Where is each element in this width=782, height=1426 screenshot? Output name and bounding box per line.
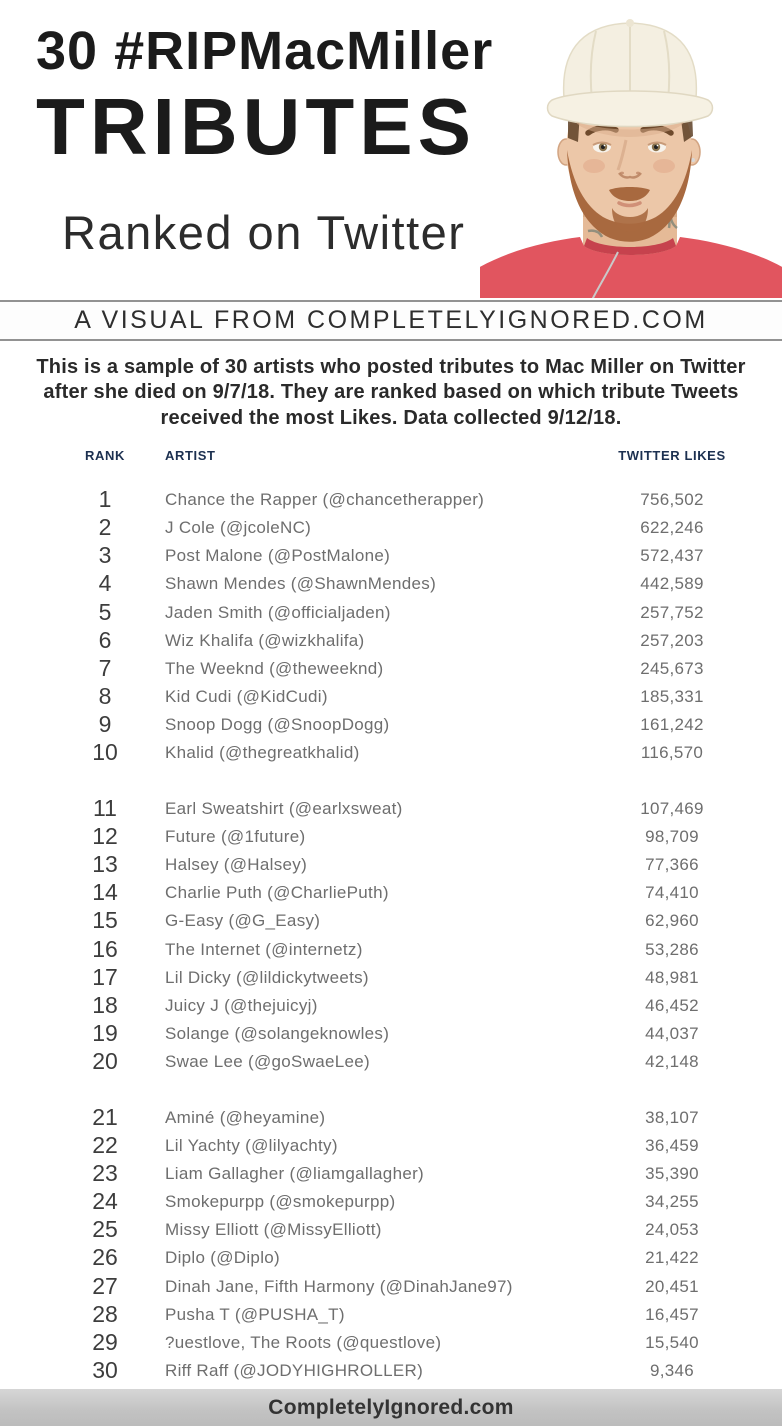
rank-cell: 26 — [92, 1244, 118, 1271]
source-banner-text: A VISUAL FROM COMPLETELYIGNORED.COM — [74, 306, 708, 334]
likes-cell: 77,366 — [645, 855, 699, 875]
likes-cell: 442,589 — [640, 574, 704, 594]
page-subtitle: Ranked on Twitter — [62, 206, 466, 260]
table-header-row — [75, 448, 737, 463]
likes-cell: 16,457 — [645, 1304, 699, 1324]
artist-cell: Charlie Puth (@CharliePuth) — [165, 883, 389, 903]
table-row — [75, 822, 737, 850]
likes-cell: 42,148 — [645, 1052, 699, 1072]
footer-bar — [0, 1389, 782, 1426]
table-row — [75, 991, 737, 1019]
likes-cell: 36,459 — [645, 1135, 699, 1155]
artist-cell: Swae Lee (@goSwaeLee) — [165, 1052, 371, 1072]
artist-cell: Shawn Mendes (@ShawnMendes) — [165, 574, 437, 594]
likes-cell: 38,107 — [645, 1107, 699, 1127]
artist-cell: Snoop Dogg (@SnoopDogg) — [165, 715, 390, 735]
artist-cell: Earl Sweatshirt (@earlxsweat) — [165, 798, 403, 818]
table-row — [75, 1159, 737, 1187]
table-row — [75, 1187, 737, 1215]
likes-cell: 98,709 — [645, 826, 699, 846]
likes-cell: 622,246 — [640, 517, 704, 537]
rank-cell: 12 — [92, 822, 118, 849]
rank-cell: 20 — [92, 1048, 118, 1075]
table-row — [75, 739, 737, 767]
likes-cell: 756,502 — [640, 489, 704, 509]
page-title-line1: 30 #RIPMacMiller — [36, 21, 494, 81]
rank-cell: 19 — [92, 1020, 118, 1047]
artist-cell: Chance the Rapper (@chancetherapper) — [165, 489, 485, 509]
artist-cell: Post Malone (@PostMalone) — [165, 546, 391, 566]
likes-cell: 107,469 — [640, 798, 704, 818]
table-row — [75, 626, 737, 654]
rank-cell: 25 — [92, 1216, 118, 1243]
table-row — [75, 1328, 737, 1356]
artist-cell: G-Easy (@G_Easy) — [165, 911, 321, 931]
rank-cell: 23 — [92, 1159, 118, 1186]
artist-cell: Aminé (@heyamine) — [165, 1107, 326, 1127]
likes-cell: 161,242 — [640, 715, 704, 735]
table-row — [75, 879, 737, 907]
likes-cell: 15,540 — [645, 1333, 699, 1353]
rank-cell: 14 — [92, 879, 118, 906]
artist-cell: Kid Cudi (@KidCudi) — [165, 687, 328, 707]
page-title-line2: TRIBUTES — [36, 82, 476, 172]
rank-cell: 21 — [92, 1103, 118, 1130]
rank-cell: 15 — [92, 907, 118, 934]
likes-cell: 9,346 — [649, 1361, 695, 1381]
likes-cell: 44,037 — [645, 1024, 699, 1044]
table-row — [75, 1103, 737, 1131]
table-row — [75, 850, 737, 878]
table-row — [75, 598, 737, 626]
rank-cell: 10 — [92, 739, 118, 766]
artist-cell: Smokepurpp (@smokepurpp) — [165, 1192, 396, 1212]
table-row — [75, 654, 737, 682]
rank-cell: 3 — [98, 542, 112, 569]
column-header-artist: ARTIST — [165, 448, 216, 464]
rank-cell: 16 — [92, 935, 118, 962]
table-row — [75, 1048, 737, 1076]
rank-cell: 4 — [98, 570, 112, 597]
artist-cell: Missy Elliott (@MissyElliott) — [165, 1220, 382, 1240]
likes-cell: 62,960 — [645, 911, 699, 931]
likes-cell: 185,331 — [640, 687, 704, 707]
table-row — [75, 1020, 737, 1048]
rank-cell: 22 — [92, 1131, 118, 1158]
table-row — [75, 1272, 737, 1300]
table-row — [75, 542, 737, 570]
artist-cell: Lil Dicky (@lildickytweets) — [165, 967, 369, 987]
table-row — [75, 1244, 737, 1272]
likes-cell: 74,410 — [645, 883, 699, 903]
artist-cell: Lil Yachty (@lilyachty) — [165, 1135, 338, 1155]
likes-cell: 257,203 — [640, 630, 704, 650]
table-body — [75, 485, 737, 1385]
rank-cell: 1 — [98, 485, 112, 512]
rank-cell: 8 — [98, 683, 112, 710]
artist-cell: Halsey (@Halsey) — [165, 855, 308, 875]
rank-cell: 6 — [98, 626, 112, 653]
artist-cell: Diplo (@Diplo) — [165, 1248, 280, 1268]
artist-cell: ?uestlove, The Roots (@questlove) — [165, 1333, 442, 1353]
rank-cell: 11 — [93, 794, 117, 821]
table-row — [75, 570, 737, 598]
footer-site-text: CompletelyIgnored.com — [268, 1395, 514, 1419]
artist-cell: J Cole (@jcoleNC) — [165, 517, 312, 537]
artist-cell: Dinah Jane, Fifth Harmony (@DinahJane97) — [165, 1276, 513, 1296]
likes-cell: 21,422 — [645, 1248, 699, 1268]
rank-cell: 13 — [92, 851, 118, 878]
table-row — [75, 1300, 737, 1328]
artist-cell: Khalid (@thegreatkhalid) — [165, 743, 360, 763]
rank-cell: 30 — [92, 1357, 118, 1384]
artist-cell: The Weeknd (@theweeknd) — [165, 658, 384, 678]
rank-cell: 27 — [92, 1272, 118, 1299]
likes-cell: 35,390 — [645, 1163, 699, 1183]
column-header-likes: TWITTER LIKES — [618, 448, 726, 464]
rank-cell: 18 — [92, 991, 118, 1018]
artist-cell: Jaden Smith (@officialjaden) — [165, 602, 391, 622]
rank-cell: 7 — [98, 654, 112, 681]
rank-cell: 5 — [98, 598, 112, 625]
likes-cell: 245,673 — [640, 658, 704, 678]
column-header-rank: RANK — [85, 448, 125, 464]
table-row — [75, 1357, 737, 1385]
table-row — [75, 963, 737, 991]
rank-cell: 28 — [92, 1300, 118, 1327]
table-row — [75, 935, 737, 963]
likes-cell: 116,570 — [640, 743, 704, 763]
rank-cell: 2 — [98, 513, 112, 540]
artist-cell: Solange (@solangeknowles) — [165, 1024, 390, 1044]
rank-cell: 29 — [92, 1329, 118, 1356]
artist-cell: Pusha T (@PUSHA_T) — [165, 1304, 345, 1324]
artist-cell: Wiz Khalifa (@wizkhalifa) — [165, 630, 365, 650]
likes-cell: 257,752 — [640, 602, 704, 622]
table-row — [75, 794, 737, 822]
table-row — [75, 907, 737, 935]
table-row — [75, 513, 737, 541]
artist-cell: Future (@1future) — [165, 826, 306, 846]
artist-cell: Juicy J (@thejuicyj) — [165, 995, 318, 1015]
header — [0, 0, 782, 300]
table-row — [75, 485, 737, 513]
likes-cell: 24,053 — [645, 1220, 699, 1240]
artist-cell: Liam Gallagher (@liamgallagher) — [165, 1163, 424, 1183]
intro-paragraph: This is a sample of 30 artists who posted tributes to Mac Miller on Twitter after she died on 9/7/18. They are ranked based on which tribute Tweets received the most Likes. Data collected 9/12/18. — [36, 356, 746, 429]
rank-cell: 9 — [98, 711, 112, 738]
likes-cell: 572,437 — [640, 546, 704, 566]
likes-cell: 53,286 — [645, 939, 699, 959]
artist-cell: Riff Raff (@JODYHIGHROLLER) — [165, 1361, 424, 1381]
likes-cell: 48,981 — [645, 967, 699, 987]
rank-cell: 17 — [92, 963, 118, 990]
table-row — [75, 711, 737, 739]
table-row — [75, 1131, 737, 1159]
ranking-table — [75, 448, 737, 1385]
rank-cell: 24 — [92, 1188, 118, 1215]
source-banner — [0, 300, 782, 341]
likes-cell: 34,255 — [645, 1192, 699, 1212]
table-row — [75, 1216, 737, 1244]
table-row — [75, 682, 737, 710]
artist-cell: The Internet (@internetz) — [165, 939, 363, 959]
likes-cell: 46,452 — [645, 995, 699, 1015]
likes-cell: 20,451 — [645, 1276, 699, 1296]
